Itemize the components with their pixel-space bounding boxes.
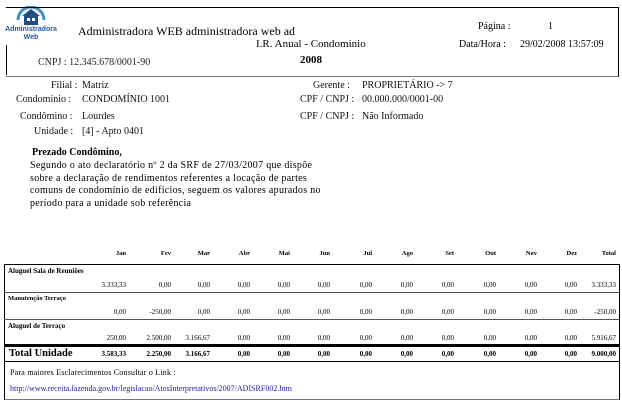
total-cell: 3.166,67 bbox=[185, 350, 210, 358]
col-jan: Jan bbox=[115, 250, 126, 257]
page-label: Página : bbox=[478, 21, 511, 32]
cell: 0,00 bbox=[277, 308, 290, 316]
cell: 0,00 bbox=[524, 308, 537, 316]
total-cell: 0,00 bbox=[400, 350, 413, 358]
cell: 0,00 bbox=[564, 334, 577, 342]
col-mai: Mai bbox=[278, 250, 290, 257]
cpf-cnpj-value-2: Não Informado bbox=[362, 111, 424, 122]
row-label-1: Aluguel Sala de Reuniões bbox=[8, 267, 84, 275]
greeting: Prezado Condômino, bbox=[32, 147, 122, 158]
total-cell: 0,00 bbox=[317, 350, 330, 358]
condominio-value: CONDOMÍNIO 1001 bbox=[82, 94, 171, 105]
cell: 0,00 bbox=[483, 308, 496, 316]
col-nov: Nov bbox=[525, 250, 537, 257]
col-ago: Ago bbox=[401, 250, 413, 257]
col-total: Total bbox=[601, 250, 616, 257]
row-divider bbox=[4, 319, 619, 320]
condomino-label: Condômino : bbox=[20, 111, 73, 122]
total-cell: 0,00 bbox=[237, 350, 250, 358]
cell-total: 3.333,33 bbox=[591, 281, 616, 289]
col-mar: Mar bbox=[197, 250, 210, 257]
cell: 0,00 bbox=[441, 308, 454, 316]
report-title: I.R. Anual - Condominio bbox=[256, 38, 366, 50]
cell: 0,00 bbox=[113, 308, 126, 316]
cell: 250,00 bbox=[106, 334, 126, 342]
col-set: Set bbox=[445, 250, 454, 257]
cell: 0,00 bbox=[564, 308, 577, 316]
cell: 0,00 bbox=[564, 281, 577, 289]
cell: 0,00 bbox=[277, 281, 290, 289]
footer-note: Para maiores Esclarecimentos Consultar o Link : bbox=[10, 368, 176, 377]
total-divider bbox=[4, 344, 619, 347]
datetime-label: Data/Hora : bbox=[459, 39, 506, 50]
grand-total: 9.000,00 bbox=[591, 350, 616, 358]
reference-link[interactable]: http://www.receita.fazenda.gov.br/legislacao/AtosInterpretativos/2007/ADISRF002.htm bbox=[10, 384, 292, 393]
total-cell: 3.583,33 bbox=[101, 350, 126, 358]
row-label-3: Aluguel de Terraço bbox=[8, 322, 66, 330]
cell-total: -250,00 bbox=[594, 308, 616, 316]
cell: 3.166,67 bbox=[185, 334, 210, 342]
filial-value: Matriz bbox=[82, 80, 109, 91]
gerente-value: PROPRIETÁRIO -> 7 bbox=[362, 80, 453, 91]
cell: 0,00 bbox=[197, 308, 210, 316]
cell: 0,00 bbox=[441, 334, 454, 342]
cell: -250,00 bbox=[149, 308, 171, 316]
cpf-cnpj-label-1: CPF / CNPJ : bbox=[300, 94, 355, 105]
col-jun: Jun bbox=[319, 250, 330, 257]
total-cell: 0,00 bbox=[277, 350, 290, 358]
col-dez: Dez bbox=[566, 250, 577, 257]
cell: 0,00 bbox=[317, 308, 330, 316]
cell: 0,00 bbox=[483, 334, 496, 342]
cell: 0,00 bbox=[237, 281, 250, 289]
logo-line2: Web bbox=[23, 34, 39, 41]
cell: 0,00 bbox=[483, 281, 496, 289]
cell: 0,00 bbox=[317, 334, 330, 342]
footer-frame bbox=[4, 361, 620, 400]
table-row bbox=[0, 281, 616, 291]
datetime-value: 29/02/2008 13:57:09 bbox=[520, 39, 604, 50]
cpf-cnpj-label-2: CPF / CNPJ : bbox=[300, 111, 355, 122]
filial-label: Filial : bbox=[51, 80, 78, 91]
cell: 0,00 bbox=[359, 281, 372, 289]
report-year: 2008 bbox=[300, 54, 322, 66]
gerente-label: Gerente : bbox=[313, 80, 350, 91]
table-row bbox=[0, 308, 616, 318]
table-row bbox=[0, 334, 616, 344]
cell-total: 5.916,67 bbox=[591, 334, 616, 342]
cell: 0,00 bbox=[359, 334, 372, 342]
cell: 2.500,00 bbox=[146, 334, 171, 342]
logo-line1: Administradora bbox=[5, 26, 57, 33]
total-cell: 0,00 bbox=[564, 350, 577, 358]
total-cell: 0,00 bbox=[441, 350, 454, 358]
total-cell: 2.250,00 bbox=[146, 350, 171, 358]
cell: 3.333,33 bbox=[101, 281, 126, 289]
total-cell: 0,00 bbox=[483, 350, 496, 358]
cell: 0,00 bbox=[524, 334, 537, 342]
table-top-border bbox=[4, 264, 619, 265]
total-label: Total Unidade bbox=[9, 348, 73, 359]
cell: 0,00 bbox=[237, 334, 250, 342]
col-jul: Jul bbox=[363, 250, 372, 257]
cell: 0,00 bbox=[400, 308, 413, 316]
cell: 0,00 bbox=[277, 334, 290, 342]
row-divider bbox=[4, 292, 619, 293]
total-cell: 0,00 bbox=[359, 350, 372, 358]
cell: 0,00 bbox=[524, 281, 537, 289]
cell: 0,00 bbox=[359, 308, 372, 316]
cell: 0,00 bbox=[158, 281, 171, 289]
cell: 0,00 bbox=[197, 281, 210, 289]
table-header-row bbox=[0, 250, 620, 262]
col-abr: Abr bbox=[238, 250, 250, 257]
cpf-cnpj-value-1: 00.000.000/0001-00 bbox=[362, 94, 444, 105]
page-number: 1 bbox=[548, 21, 553, 32]
total-cell: 0,00 bbox=[524, 350, 537, 358]
header-left-border bbox=[6, 45, 7, 75]
cell: 0,00 bbox=[400, 334, 413, 342]
cell: 0,00 bbox=[237, 308, 250, 316]
total-row bbox=[0, 350, 616, 360]
cell: 0,00 bbox=[317, 281, 330, 289]
company-cnpj: CNPJ : 12.345.678/0001-90 bbox=[38, 57, 151, 68]
col-fev: Fev bbox=[160, 250, 171, 257]
cell: 0,00 bbox=[400, 281, 413, 289]
row-label-2: Manutenção Terraço bbox=[8, 295, 66, 302]
condominio-label: Condomínio : bbox=[16, 94, 72, 105]
col-out: Out bbox=[485, 250, 496, 257]
condomino-value: Lourdes bbox=[82, 111, 115, 122]
unidade-label: Unidade : bbox=[34, 126, 74, 137]
cell: 0,00 bbox=[441, 281, 454, 289]
letter-body: Segundo o ato declaratório nº 2 da SRF de 27/03/2007 que dispõe sobre a declaração de rendimentos referentes a locação de partes comuns de condomínio de edifícios, seguem os valores apurados no período para a unidade sob referência bbox=[30, 160, 321, 209]
company-name: Administradora WEB administradora web ad bbox=[78, 24, 296, 38]
unidade-value: [4] - Apto 0401 bbox=[82, 126, 144, 137]
